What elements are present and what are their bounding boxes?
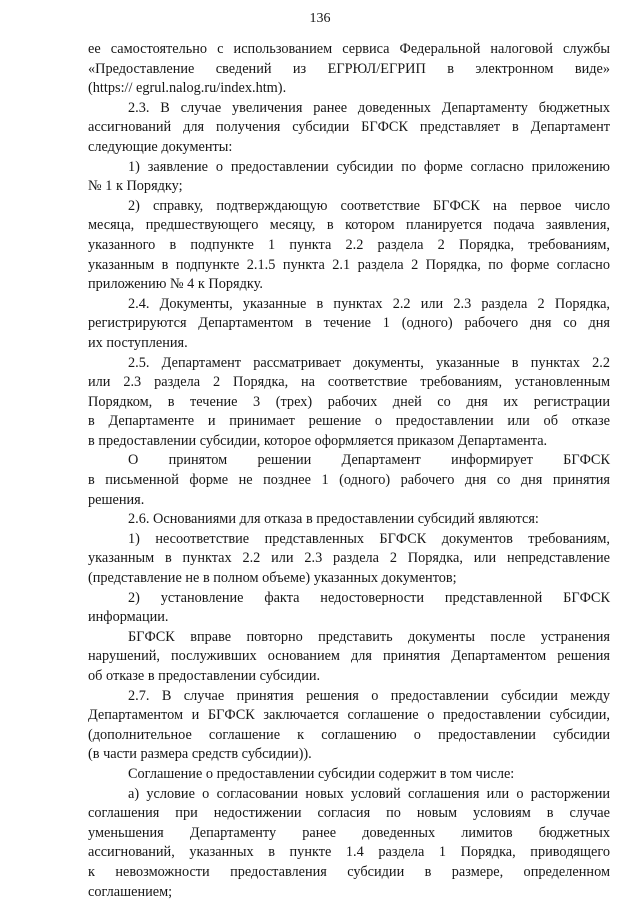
text-line: Департаментом и БГФСК заключается соглашение о предоставлении субсидии,: [88, 707, 610, 724]
text-line: «Предоставление сведений из ЕГРЮЛ/ЕГРИП в электронном виде»: [88, 60, 610, 77]
text-line: регистрируются Департаментом в течение 1 (одного) рабочего дня со дня: [88, 315, 610, 332]
text-line: решения.: [88, 491, 145, 508]
text-line: следующие документы:: [88, 138, 233, 155]
text-line: 2.4. Документы, указанные в пунктах 2.2 или 2.3 раздела 2 Порядка,: [128, 295, 610, 312]
text-line: нарушений, послуживших основанием для принятия Департаментом решения: [88, 648, 610, 665]
text-line: к невозможности предоставления субсидии в размере, определенном: [88, 863, 610, 880]
text-line: указанным в подпункте 2.1.5 пункта 2.1 раздела 2 Порядка, по форме согласно: [88, 256, 610, 273]
text-line: 2) справку, подтверждающую соответствие БГФСК на первое число: [128, 197, 610, 214]
text-line: 1) несоответствие представленных БГФСК документов требованиям,: [128, 530, 610, 547]
text-line: (https:// egrul.nalog.ru/index.htm).: [88, 80, 287, 97]
text-line: № 1 к Порядку;: [88, 178, 183, 195]
text-line: 2.6. Основаниями для отказа в предоставлении субсидий являются:: [128, 511, 539, 528]
document-body: [88, 40, 610, 902]
page-number: 136: [309, 11, 331, 26]
text-line: в предоставлении субсидии, которое оформляется приказом Департамента.: [88, 432, 548, 449]
text-line: указанного в подпункте 1 пункта 2.2 раздела 2 Порядка, требованиям,: [88, 236, 610, 253]
text-line: а) условие о согласовании новых условий соглашения или о расторжении: [128, 785, 610, 802]
text-line: (дополнительное соглашение к соглашению о предоставлении субсидии: [88, 726, 610, 743]
text-line: соглашения при недостижении согласия по новым условиям в случае: [88, 805, 610, 822]
text-line: БГФСК вправе повторно представить документы после устранения: [128, 628, 610, 645]
text-line: ее самостоятельно с использованием сервиса Федеральной налоговой службы: [88, 41, 610, 57]
text-line: ассигнований для получения субсидии БГФСК представляет в Департамент: [88, 119, 610, 136]
text-line: 2.5. Департамент рассматривает документы, указанные в пунктах 2.2: [128, 354, 610, 371]
text-line: в письменной форме не позднее 1 (одного) рабочего дня со дня принятия: [88, 472, 610, 489]
text-line: приложению № 4 к Порядку.: [88, 276, 263, 293]
text-line: об отказе в предоставлении субсидии.: [88, 668, 321, 684]
text-line: 2.3. В случае увеличения ранее доведенных Департаменту бюджетных: [128, 99, 610, 116]
text-line: Соглашение о предоставлении субсидии содержит в том числе:: [128, 765, 515, 782]
text-line: Порядком, в течение 3 (трех) рабочих дней со дня их регистрации: [88, 393, 610, 410]
text-line: (представление не в полном объеме) указанных документов;: [88, 570, 457, 587]
text-line: или 2.3 раздела 2 Порядка, на соответствие требованиям, установленным: [88, 374, 610, 391]
text-line: месяца, предшествующего месяцу, в котором планируется подача заявления,: [88, 217, 610, 234]
text-line: их поступления.: [88, 334, 188, 351]
text-line: 2.7. В случае принятия решения о предоставлении субсидии между: [128, 687, 610, 704]
text-line: (в части размера средств субсидии)).: [88, 746, 312, 763]
text-line: уменьшения Департаменту ранее доведенных лимитов бюджетных: [88, 824, 610, 841]
text-line: в Департаменте и принимает решение о предоставлении или об отказе: [88, 413, 610, 430]
text-line: указанным в пунктах 2.2 или 2.3 раздела 2 Порядка, или непредставление: [88, 550, 610, 567]
text-line: О принятом решении Департамент информирует БГФСК: [128, 452, 610, 469]
text-line: 2) установление факта недостоверности представленной БГФСК: [128, 589, 610, 606]
text-line: информации.: [88, 609, 169, 626]
text-line: соглашением;: [88, 883, 173, 900]
text-line: 1) заявление о предоставлении субсидии по форме согласно приложению: [128, 158, 610, 175]
text-line: ассигнований, указанных в пункте 1.4 раздела 1 Порядка, приводящего: [88, 844, 610, 861]
